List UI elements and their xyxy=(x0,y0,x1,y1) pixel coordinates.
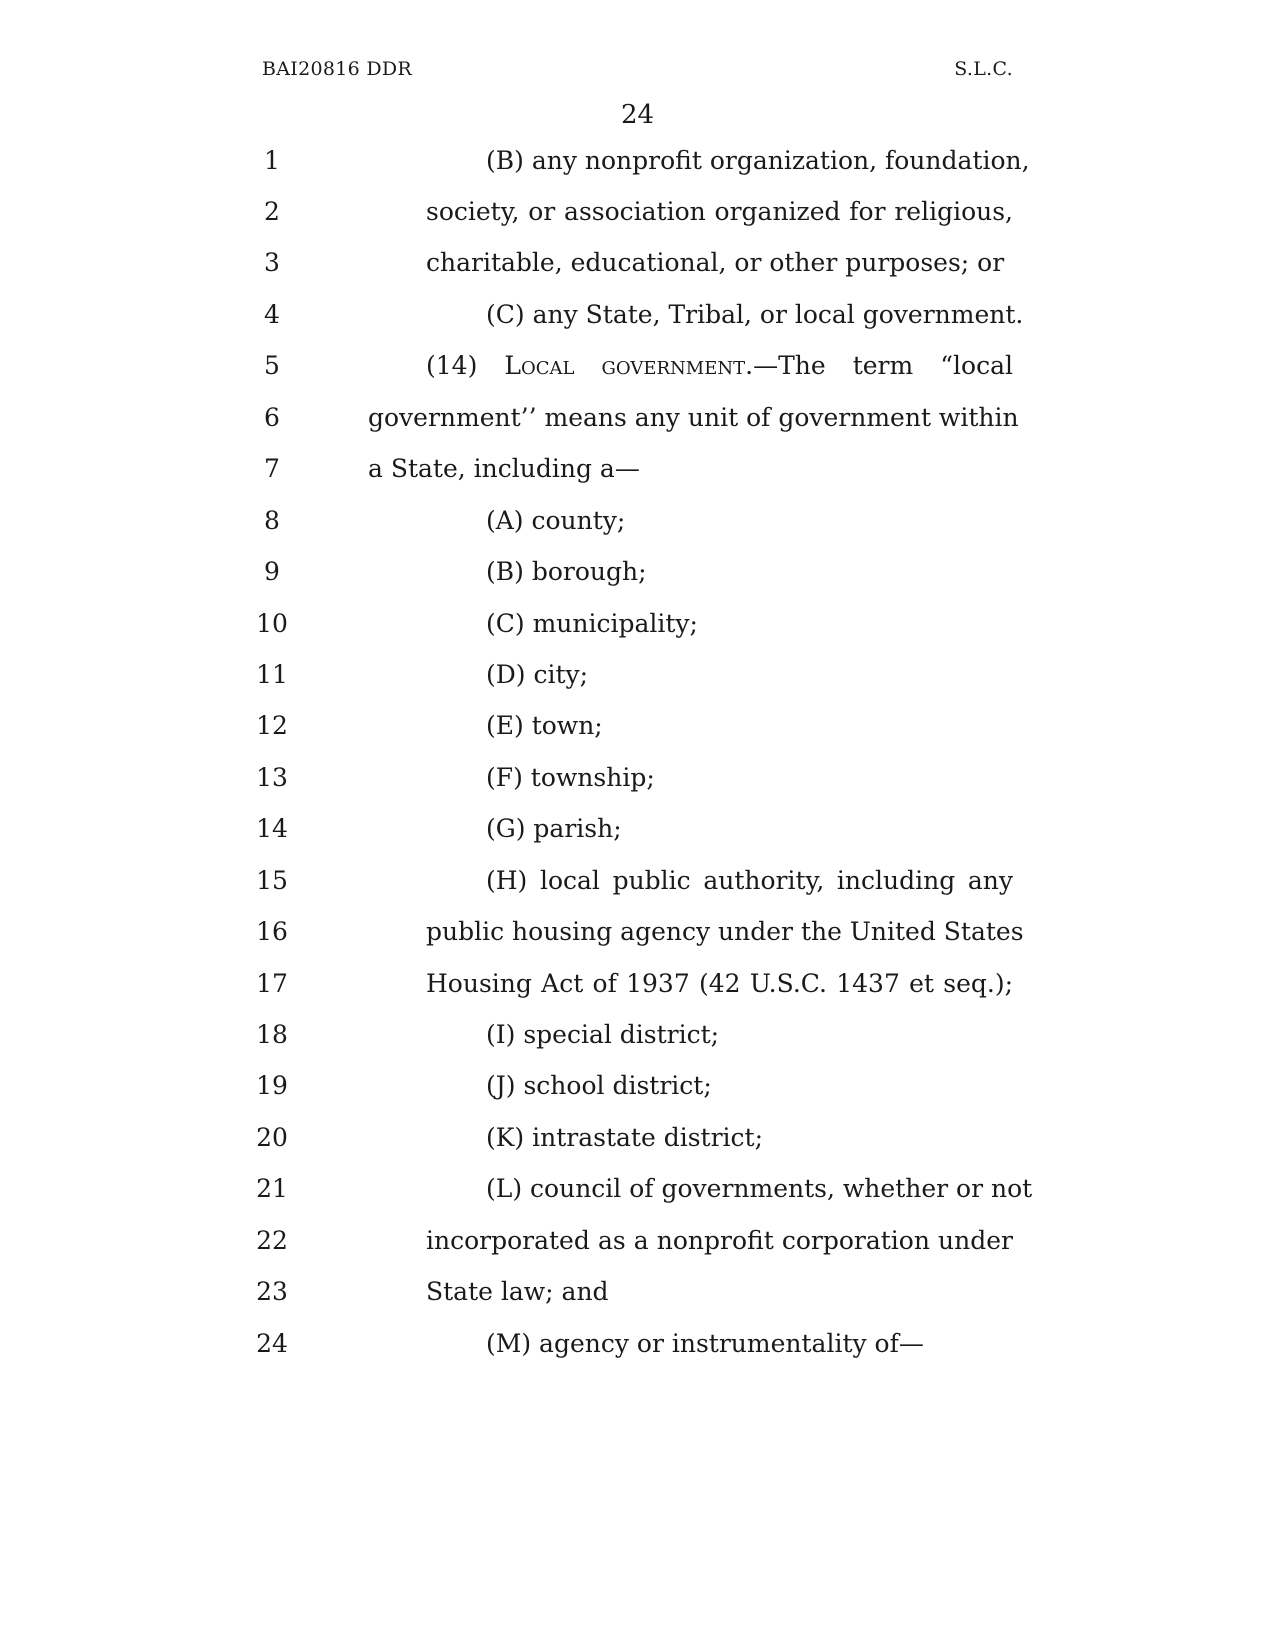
office-code: S.L.C. xyxy=(954,58,1013,80)
text-line xyxy=(0,300,1275,340)
line-text: (B) borough; xyxy=(486,557,647,586)
line-text: State law; and xyxy=(426,1277,609,1306)
text-line xyxy=(0,1123,1275,1163)
line-text: charitable, educational, or other purposes; or xyxy=(426,248,1005,277)
line-number: 12 xyxy=(256,711,288,740)
text-line xyxy=(0,248,1275,288)
line-text: government’’ means any unit of government within xyxy=(368,403,1019,432)
line-number: 19 xyxy=(256,1071,288,1100)
line-text: (G) parish; xyxy=(486,814,622,843)
text-line xyxy=(0,609,1275,649)
line-number: 8 xyxy=(264,506,280,535)
line-text: Housing Act of 1937 (42 U.S.C. 1437 et seq.); xyxy=(426,969,1013,998)
text-line xyxy=(0,866,1275,906)
line-number: 7 xyxy=(264,454,280,483)
text-line xyxy=(0,557,1275,597)
line-text: (C) any State, Tribal, or local government. xyxy=(486,300,1024,329)
text-line xyxy=(0,506,1275,546)
text-line xyxy=(0,1329,1275,1369)
text-line xyxy=(0,711,1275,751)
line-number: 3 xyxy=(264,248,280,277)
line-text: (F) township; xyxy=(486,763,655,792)
text-line xyxy=(0,454,1275,494)
line-number: 17 xyxy=(256,969,288,998)
text-line xyxy=(0,1226,1275,1266)
text-line xyxy=(0,197,1275,237)
line-number: 20 xyxy=(256,1123,288,1152)
definition-text: .—The term “local xyxy=(745,351,1013,380)
line-number: 10 xyxy=(256,609,288,638)
line-text: (L) council of governments, whether or not xyxy=(486,1174,1033,1203)
line-text: (B) any nonprofit organization, foundation, xyxy=(486,146,1030,175)
text-line xyxy=(0,351,1275,391)
line-number: 1 xyxy=(264,146,280,175)
text-line xyxy=(0,1071,1275,1111)
line-number: 9 xyxy=(264,557,280,586)
text-line xyxy=(0,1277,1275,1317)
line-number: 11 xyxy=(256,660,288,689)
paragraph-number: (14) xyxy=(426,351,505,380)
line-text xyxy=(426,351,1013,380)
line-number: 2 xyxy=(264,197,280,226)
line-text: (A) county; xyxy=(486,506,626,535)
text-line xyxy=(0,763,1275,803)
text-line xyxy=(0,403,1275,443)
line-text: (H) local public authority, including any xyxy=(486,866,1013,895)
line-number: 13 xyxy=(256,763,288,792)
line-number: 18 xyxy=(256,1020,288,1049)
text-line xyxy=(0,660,1275,700)
line-number: 24 xyxy=(256,1329,288,1358)
line-text: (C) municipality; xyxy=(486,609,698,638)
text-line xyxy=(0,969,1275,1009)
line-number: 14 xyxy=(256,814,288,843)
line-number: 16 xyxy=(256,917,288,946)
line-number: 23 xyxy=(256,1277,288,1306)
text-line xyxy=(0,1020,1275,1060)
line-number: 22 xyxy=(256,1226,288,1255)
document-id: BAI20816 DDR xyxy=(262,58,413,80)
line-text: a State, including a— xyxy=(368,454,640,483)
text-line xyxy=(0,814,1275,854)
line-text: (D) city; xyxy=(486,660,589,689)
line-text: (I) special district; xyxy=(486,1020,720,1049)
line-number: 15 xyxy=(256,866,288,895)
line-text: (J) school district; xyxy=(486,1071,712,1100)
text-line xyxy=(0,146,1275,186)
line-text: incorporated as a nonprofit corporation under xyxy=(426,1226,1013,1255)
line-number: 4 xyxy=(264,300,280,329)
line-text: (M) agency or instrumentality of— xyxy=(486,1329,924,1358)
line-number: 5 xyxy=(264,351,280,380)
line-text: society, or association organized for religious, xyxy=(426,197,1013,226)
page-number: 24 xyxy=(620,100,655,130)
line-number: 21 xyxy=(256,1174,288,1203)
line-text: (E) town; xyxy=(486,711,603,740)
text-line xyxy=(0,917,1275,957)
line-number: 6 xyxy=(264,403,280,432)
paragraph-heading: Local government xyxy=(504,351,746,380)
line-text: (K) intrastate district; xyxy=(486,1123,763,1152)
text-line xyxy=(0,1174,1275,1214)
line-text: public housing agency under the United States xyxy=(426,917,1024,946)
